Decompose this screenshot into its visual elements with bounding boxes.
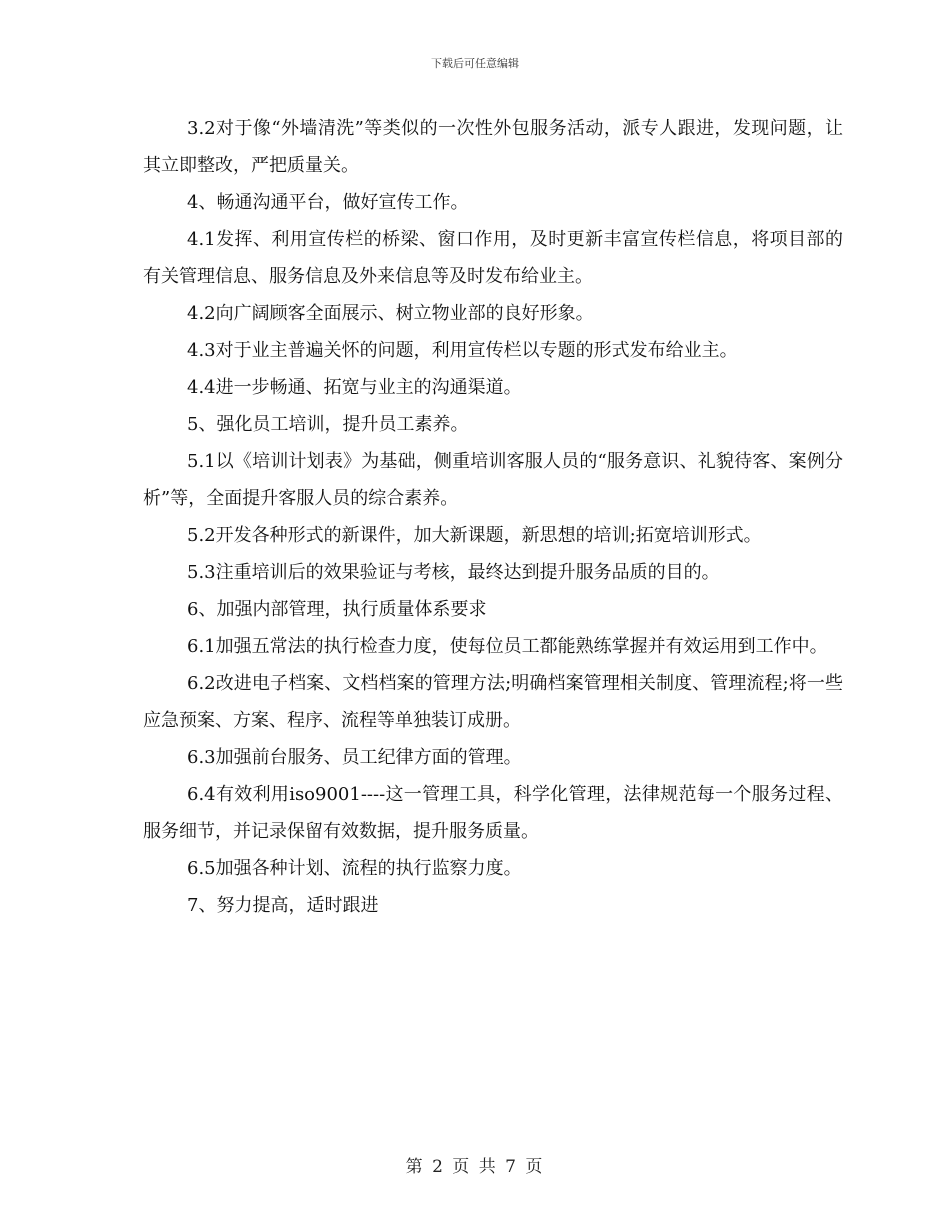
paragraph-4-1: 4.1发挥、利用宣传栏的桥梁、窗口作用，及时更新丰富宣传栏信息，将项目部的有关管理信息、服务信息及外来信息等及时发布给业主。 — [143, 229, 843, 287]
paragraph-6-1: 6.1加强五常法的执行检查力度，使每位员工都能熟练掌握并有效运用到工作中。 — [187, 636, 828, 657]
paragraph-4: 4、畅通沟通平台，做好宣传工作。 — [187, 192, 469, 213]
paragraph-6-4: 6.4有效利用iso9001----这一管理工具，科学化管理，法律规范每一个服务过程、服务细节，并记录保留有效数据，提升服务质量。 — [143, 784, 843, 842]
paragraph-5-3: 5.3注重培训后的效果验证与考核，最终达到提升服务品质的目的。 — [187, 562, 720, 583]
header-note: 下载后可任意编辑 — [431, 57, 519, 70]
paragraph-6: 6、加强内部管理，执行质量体系要求 — [187, 599, 487, 620]
paragraph-4-2: 4.2向广阔顾客全面展示、树立物业部的良好形象。 — [187, 303, 594, 324]
paragraph-4-3: 4.3对于业主普遍关怀的问题，利用宣传栏以专题的形式发布给业主。 — [187, 340, 738, 361]
paragraph-4-4: 4.4进一步畅通、拓宽与业主的沟通渠道。 — [187, 377, 522, 398]
paragraph-6-3: 6.3加强前台服务、员工纪律方面的管理。 — [187, 747, 522, 768]
paragraph-6-5: 6.5加强各种计划、流程的执行监察力度。 — [187, 858, 522, 879]
page-number: 第 2 页 共 7 页 — [405, 1157, 545, 1177]
paragraph-3-2: 3.2对于像“外墙清洗”等类似的一次性外包服务活动，派专人跟进，发现问题，让其立即整改，严把质量关。 — [143, 118, 843, 176]
paragraph-5-1: 5.1以《培训计划表》为基础，侧重培训客服人员的“服务意识、礼貌待客、案例分析”等，全面提升客服人员的综合素养。 — [143, 451, 843, 509]
paragraph-5: 5、强化员工培训，提升员工素养。 — [187, 414, 469, 435]
paragraph-5-2: 5.2开发各种形式的新课件，加大新课题，新思想的培训;拓宽培训形式。 — [187, 525, 762, 546]
document-body — [143, 110, 843, 924]
paragraph-6-2: 6.2改进电子档案、文档档案的管理方法;明确档案管理相关制度、管理流程;将一些应急预案、方案、程序、流程等单独装订成册。 — [143, 673, 843, 731]
paragraph-7: 7、努力提高，适时跟进 — [187, 895, 379, 916]
